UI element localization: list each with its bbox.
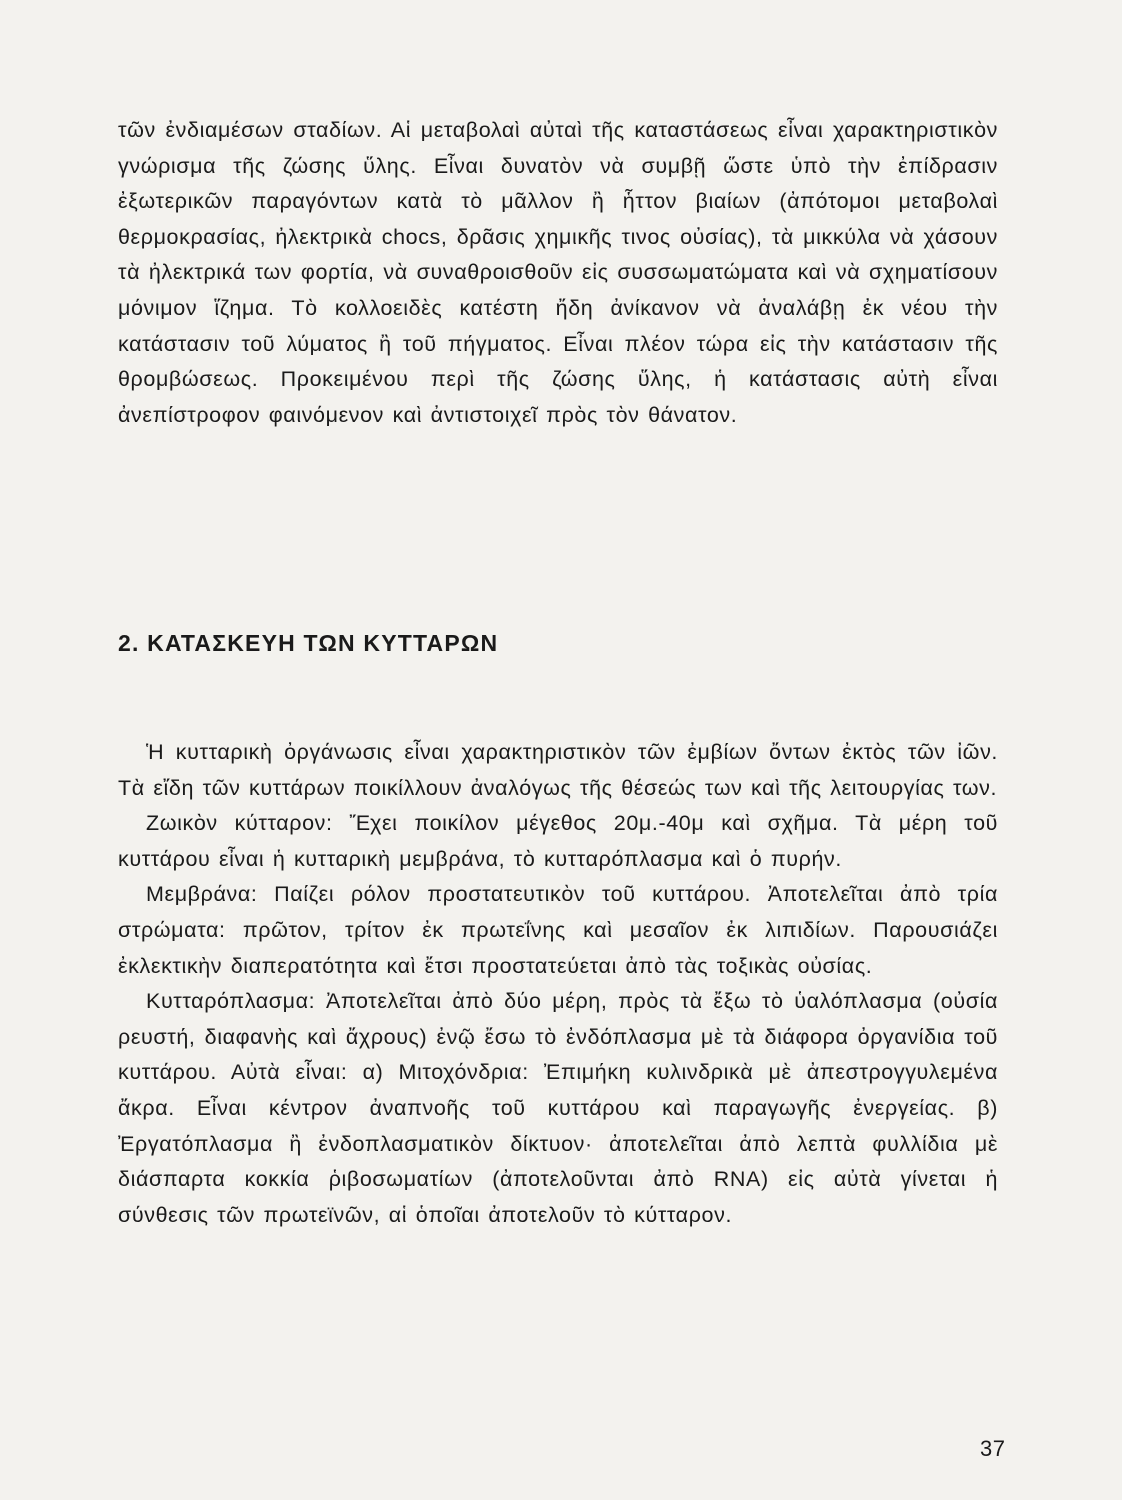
paragraph-membrane: Μεμβράνα: Παίζει ρόλον προστατευτικὸν τοῦ κυττάρου. Ἀποτελεῖται ἀπὸ τρία στρώματα: πρῶτον, τρίτον ἐκ πρωτεΐνης καὶ μεσαῖον ἐκ λιπιδίων. Παρουσιάζει ἐκλεκτικὴν διαπερατότητα καὶ ἔτσι προστατεύεται ἀπὸ τὰς τοξικὰς οὐσίας. xyxy=(118,882,998,978)
paragraph-cytoplasm: Κυτταρόπλασμα: Ἀποτελεῖται ἀπὸ δύο μέρη, πρὸς τὰ ἔξω τὸ ὑαλόπλασμα (οὐσία ρευστή, διαφανὴς καὶ ἄχρους) ἐνῷ ἔσω τὸ ἐνδόπλασμα μὲ τὰ διάφορα ὀργανίδια τοῦ κυττάρου. Αὐτὰ εἶναι: α) Μιτοχόνδρια: Ἐπιμήκη κυλινδρικὰ μὲ ἀπεστρογγυλεμένα ἄκρα. Εἶναι κέντρον ἀναπνοῆς τοῦ κυττάρου καὶ παραγωγῆς ἐνεργείας. β) Ἐργατόπλασμα ἢ ἐνδοπλασματικὸν δίκτυον· ἀποτελεῖται ἀπὸ λεπτὰ φυλλίδια μὲ διάσπαρτα κοκκία ῥιβοσωματίων (ἀποτελοῦνται ἀπὸ RNA) εἰς αὐτὰ γίνεται ἡ σύνθεσις τῶν πρωτεϊνῶν, αἱ ὁποῖαι ἀποτελοῦν τὸ κύτταρον. xyxy=(118,989,998,1227)
section-body xyxy=(118,735,998,1233)
paragraph-cell-organization: Ἡ κυτταρικὴ ὀργάνωσις εἶναι χαρακτηριστικὸν τῶν ἐμβίων ὄντων ἐκτὸς τῶν ἰῶν. Τὰ εἴδη τῶν κυττάρων ποικίλλουν ἀναλόγως τῆς θέσεώς των καὶ τῆς λειτουργίας των. xyxy=(118,740,998,800)
page-number: 37 xyxy=(980,1436,1006,1461)
intro-paragraph: τῶν ἐνδιαμέσων σταδίων. Αἱ μεταβολαὶ αὐταὶ τῆς καταστάσεως εἶναι χαρακτηριστικὸν γνώρισμα τῆς ζώσης ὕλης. Εἶναι δυνατὸν νὰ συμβῇ ὥστε ὑπὸ τὴν ἐπίδρασιν ἐξωτερικῶν παραγόντων κατὰ τὸ μᾶλλον ἢ ἧττον βιαίων (ἀπότομοι μεταβολαὶ θερμοκρασίας, ἠλεκτρικὰ chocs, δρᾶσις χημικῆς τινος οὐσίας), τὰ μικκύλα νὰ χάσουν τὰ ἠλεκτρικά των φορτία, νὰ συναθροισθοῦν εἰς συσσωματώματα καὶ νὰ σχηματίσουν μόνιμον ἵζημα. Τὸ κολλοειδὲς κατέστη ἤδη ἀνίκανον νὰ ἀναλάβῃ ἐκ νέου τὴν κατάστασιν τοῦ λύματος ἢ τοῦ πήγματος. Εἶναι πλέον τώρα εἰς τὴν κατάστασιν τῆς θρομβώσεως. Προκειμένου περὶ τῆς ζώσης ὕλης, ἡ κατάστασις αὐτὴ εἶναι ἀνεπίστροφον φαινόμενον καὶ ἀντιστοιχεῖ πρὸς τὸν θάνατον. xyxy=(118,118,998,427)
paragraph-animal-cell: Ζωικὸν κύτταρον: Ἔχει ποικίλον μέγεθος 20μ.-40μ καὶ σχῆμα. Τὰ μέρη τοῦ κυττάρου εἶναι ἡ κυτταρικὴ μεμβράνα, τὸ κυτταρόπλασμα καὶ ὁ πυρήν. xyxy=(118,811,998,871)
intro-text-block xyxy=(118,113,998,433)
section-heading: 2. ΚΑΤΑΣΚΕΥΗ ΤΩΝ ΚΥΤΤΑΡΩΝ xyxy=(118,630,499,656)
